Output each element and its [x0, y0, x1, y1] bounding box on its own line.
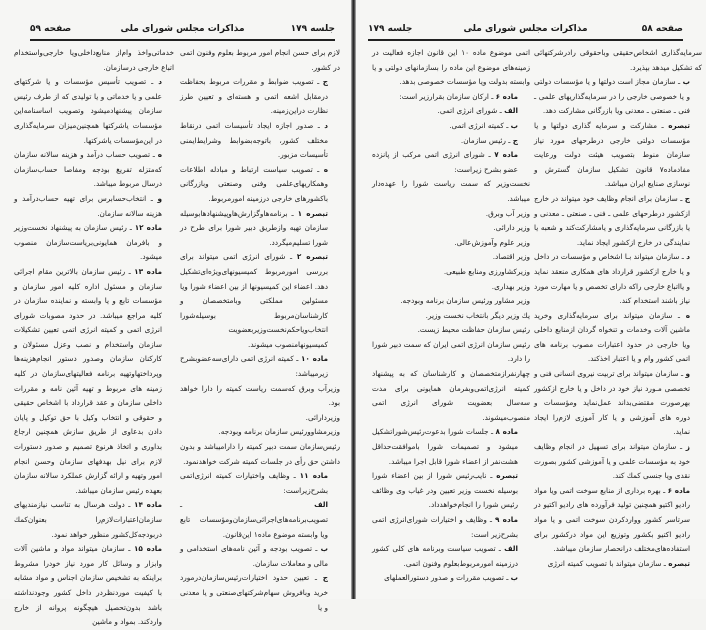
paragraph [534, 367, 702, 440]
text-column-left [14, 46, 174, 630]
article-label: د [324, 120, 328, 130]
article-label: ه [157, 150, 162, 160]
paragraph [372, 280, 530, 295]
paragraph [180, 207, 340, 251]
paragraph-text: ـ سازمان میتواند با تصویب کمیته انرژی [547, 558, 669, 568]
paragraph-text: وزیر علوم وآموزش‌عالی. [454, 237, 530, 247]
paragraph [534, 46, 702, 75]
article-label: ماده ۸ [495, 427, 518, 437]
paragraph [372, 309, 530, 324]
paragraph-text: وزیرمشاوورئیس سازمان برنامه وبودجه. [218, 427, 340, 437]
paragraph-text: وزیر دارائی. [493, 223, 530, 233]
article-label: ج [322, 573, 328, 583]
paragraph-text: ـ سازمان میتواند برای سرمایه‌گذاری وخرید ماشین آلات وخدمات و تنخواه گردان ازمنابع داخلی ویا خارجی در حدود اعتبارات مصوب برنامه های اتمی کشور وام‌ و یا اعتبار اخذکند. [534, 310, 690, 364]
article-label: ب [510, 573, 518, 583]
text-column-right [534, 46, 702, 571]
paragraph [14, 221, 174, 265]
paragraph [180, 352, 340, 381]
page-number: صفحه ۵۸ [641, 24, 683, 34]
article-label: ماده ۱۴ [133, 500, 162, 510]
paragraph [14, 192, 174, 221]
article-label: تبصره ۲ [296, 252, 328, 262]
paragraph-text: ـ سازمان مجاز است دولتها و یا مؤسسات دولتی و یا خصوصی خارجی را در سرمایه‌گذاریهای علمی ـ فنی ـ صنعتی ـ معدنی ویا بازرگانی مشارکت دهد. [534, 77, 690, 116]
paragraph [180, 440, 340, 469]
paragraph-text: وزیر آب وبرق. [485, 208, 530, 218]
paragraph-text: سرمایه‌گذاری اشخاص‌حقیقی وباحقوقی رادرشرکتهائی که تشکیل میدهد بپذیرد. [534, 48, 702, 72]
article-label: ج [322, 77, 328, 87]
paragraph [372, 221, 530, 236]
paragraph-text: ـ سازمان برای انجام وظایف خود میتواند در خارج ازکشور درطرحهای علمی ـ فنی ـ صنعتی ـ معدنی و یا بازرگانی سرمایه‌گذاری و یامشارکت‌کند و شعبه یا نمایندگی در خارج ازکشور ایجاد نماید. [534, 193, 690, 247]
paragraph-text: ـ بهره برداری از منابع سوخت اتمی ویا مواد رادیو اکتیو همچنین تولید فرآورده های رادیو اکتیو در سرتاسر کشور وواردکردن سوخت اتمی و یا مواد رادیو اکتیو بکشور وتوزیع این مواد درکشور برای استفاده‌های‌مختلف درانحصار سازمان میباشد. [534, 485, 690, 554]
paragraph-text: ـ تصویب سیاست ارتباط و مبادله اطلاعات وهمکاریهای‌علمی وفنی وصنعتی وبازرگانی باکشورهای خارجی درزمینه امورمربوط. [180, 164, 328, 203]
article-label: تبصره [496, 471, 518, 481]
header-rule [30, 39, 335, 41]
paragraph-text: ـ تصویب بودجه و آئین نامه‌های استخدامی و مالی و معاملات سازمان. [180, 544, 328, 568]
text-column-left [372, 46, 530, 586]
paragraph-text: ـ تصویب حساب درآمد و هزینه سالانه سازمان که‌متزله تفریغ بودجه ومفاصا حساب‌سازمان درسال مربوط میباشد. [14, 150, 162, 189]
paragraph-text: ـ تصویب تأسیس مؤسسات و یا شرکتهای علمی و یا خدماتی و یا تولیدی که از طرف رئیس سازمان پیشنهادمیشود وتصویب اساسنامه‌این مؤسسات یاشرکتها همچنین‌میزان سرمایه‌گذاری در این‌مؤسسات یاشرکتها. [14, 77, 162, 145]
paragraph-text: ـ رئیس سازمان. [460, 135, 513, 145]
article-label: و [685, 369, 690, 379]
paragraph-text: ـ شورای انرژی اتمی مرکب از پانزده عضو بشرح زیراست: [372, 150, 518, 174]
page-header [30, 24, 335, 40]
running-title: مذاکرات مجلس شورای ملی [463, 24, 588, 34]
article-label: الف [504, 106, 518, 116]
paragraph [180, 469, 340, 498]
paragraph [180, 425, 340, 440]
paragraph [372, 323, 530, 338]
paragraph-text: اتمی موضوع ماده ۱۰ این قانون اجازه فعالیت در زمینه‌های موضوع این ماده را بسازمانهای دولتی و یا وابسته بدولت ویا مؤسسات خصوصی بدهد. [372, 48, 530, 87]
paragraph [372, 177, 530, 206]
paragraph-text: ـ مشارکت و سرمایه گذاری دولتها و یا مؤسسات دولتی خارجی درطرحهای مورد نیاز سازمان منوط بتصویب هیئت دولت ورعایت مفادماده۷ قانون تشکیل سازمان گسترش و نوسازی صنایع ایران میباشد. [534, 120, 690, 189]
right-page [356, 0, 706, 599]
header-rule [368, 39, 683, 41]
paragraph [372, 265, 530, 280]
paragraph-text: نخست‌وزیر که سمت ریاست شورا را عهده‌دار میباشد. [372, 179, 530, 203]
paragraph [534, 557, 702, 572]
paragraph [180, 46, 340, 75]
paragraph-text: ـ وظایف واختیارات کمیته انرژی‌اتمی بشرح‌زیراست: [180, 471, 328, 495]
article-label: ه [685, 310, 690, 320]
running-title: مذاکرات مجلس شورای ملی [120, 24, 245, 34]
paragraph [372, 513, 530, 542]
paragraph-text: لازم برای حسن انجام امور مربوط بعلوم وفنون اتمی در کشور. [180, 48, 340, 72]
paragraph [180, 163, 340, 207]
paragraph [180, 250, 340, 352]
article-label: ماده ۱۰ [300, 354, 328, 364]
article-label: ج [512, 135, 518, 145]
paragraph [534, 192, 702, 250]
paragraph-text: ـ تصویب مقررات و صدور دستورالعملهای [384, 573, 511, 583]
article-label: تبصره [668, 120, 690, 130]
paragraph [180, 498, 340, 542]
paragraph-text: ـ تصویب ضوابط و مقررات مربوط بحفاظت درمقابل اشعه اتمی و هسته‌ای و تعیین طرز نظارت دراین‌زمینه. [180, 77, 328, 116]
paragraph-text: خدماتی‌واخذ وام‌از منابع‌داخلی‌ویا خارجی‌واستخدام اتباع خارجی درسازمان. [14, 48, 174, 72]
article-label: ماده ۱۱ [299, 471, 329, 481]
paragraph-text: ـ تعیین حدود اختیارات‌رئیس‌سازمان‌درمورد خرید وبافروش سهام‌شرکتهای‌صنعتی و یا معدنی و یا [180, 573, 328, 612]
article-label: ماده ۹ [495, 515, 518, 524]
article-label: تبصره ۱ [297, 208, 328, 218]
paragraph [372, 104, 530, 119]
article-label: ماده ۶ [495, 91, 518, 101]
paragraph [372, 367, 530, 425]
article-label: ماده ۱۲ [134, 223, 162, 233]
paragraph-text: ـ جلسات شورا بدعوت‌رئیس‌شوراتشکیل میشود و تصمیمات شورا باموافقت‌حداقل هشت‌نفر از اعضاء شورا قابل اجرا میباشد. [372, 427, 518, 466]
paragraph [534, 119, 702, 192]
paragraph-text: ـ نایب‌رئیس شورا از بین اعضاء شورا بوسیله نخست وزیر تعیین ودر غیاب وی وظائف رئیس شورا را انجام‌خواهدداد. [372, 471, 518, 510]
article-label: ب [510, 120, 518, 130]
paragraph-text: وزیر مشاور ورئیس سازمان برنامه وبودجه. [400, 296, 530, 306]
paragraph-text: ـ کمیته انرژی اتمی. [449, 120, 511, 130]
paragraph-text: ـ انتخاب‌حسابرس برای تهیه حساب‌درآمد و هزینه سالانه سازمان. [14, 193, 162, 218]
paragraph [372, 207, 530, 222]
paragraph [372, 425, 530, 469]
paragraph-text: ـ ارکان سازمان بقرارزیر است: [399, 91, 496, 101]
paragraph-text: ـ تصویب‌برنامه‌های‌اجرائی‌سازمان‌ومؤسسات تابع ویا وابسته موضوع ماده۱ این‌قانون. [180, 500, 328, 539]
paragraph [372, 542, 530, 571]
paragraph-text: ـ برنامه‌هاوگزارش‌هاوپیشنهادهابوسیله سازمان تهیه وازطریق دبیر شورا برای طرح در شورا تسلیم‌میگردد. [180, 208, 328, 247]
paragraph [372, 90, 530, 105]
paragraph [372, 571, 530, 586]
article-label: ماده ۱۵ [133, 544, 162, 554]
paragraph [14, 148, 174, 192]
paragraph-text: رئیس سازمان حفاظت محیط زیست. [417, 325, 530, 335]
article-label: و [157, 193, 162, 203]
session-label: جلسه ۱۷۹ [368, 24, 413, 34]
paragraph-text: ـ کمیته انرژی اتمی دارای‌سه‌عضوبشرح زیرمیباشد: [180, 354, 328, 379]
paragraph [372, 469, 530, 513]
article-label: ب [320, 544, 328, 554]
paragraph [534, 440, 702, 484]
paragraph [180, 119, 340, 163]
paragraph-text: ـ رئیس سازمان بالاترین مقام اجرائی سازمان و مسئول اداره کلیه امور سازمان و مؤسسات تابع و یا وابسته و نماینده سازمان در کلیه مراجع میباشد. در حدود مصوبات شورای انرژی اتمی و کمیته انرژی اتمی تعیین تشکیلات سازمان واستخدام و نصب وعزل مسئولان و کارکنان سازمان وصدور دستور انجام‌هزینه‌ها وپرداختهاوتهیه برنامه فعالیتهای‌سازمان در کلیه زمینه های مربوط و تهیه آئین نامه و مقررات داخلی سازمان و عقد قرارداد با اشخاص حقیقی و حقوقی و انتخاب وکیل با حق توکیل و پایان دادن بدعاوی از طریق سازش همچنین ارجاع بداوری و اتخاذ هرنوع تصمیم و صدور دستورات لازم برای نیل بهدفهای سازمان وحسن انجام امور وتهیه و ارائه گزارش عملکرد سالانه سازمان بعهده رئیس سازمان میباشد. [14, 266, 162, 495]
paragraph [14, 265, 174, 499]
paragraph-text: ـ سازمان میتواند برای تربیت نیروی انسانی فنی و تخصصی مـورد نیاز خود در داخل و یا خارج ازکشور بهرصورت مقتضی‌بداند عمل‌نماید ومؤسسات و دوره های آموزشی و یا کار آموزی لازم‌را ایجاد نماید. [534, 369, 690, 437]
paragraph [534, 484, 702, 557]
paragraph [180, 382, 340, 411]
paragraph-text: رئیس سازمان انرژی اتمی ایران که سمت دبیر شورا را دارد. [372, 339, 530, 364]
article-label: د [686, 252, 690, 262]
paragraph [180, 75, 340, 119]
paragraph-text: وزیر بهداری. [491, 281, 530, 291]
paragraph [180, 542, 340, 571]
paragraph-text: ـ دولت هرسال به تناسب نیازمندیهای سازمان‌اعتبارات‌لازم‌را بعنوان‌کمك دربودجه‌کل‌کشور منظور خواهد نمود. [14, 500, 162, 539]
paragraph [372, 148, 530, 177]
paragraph [372, 236, 530, 251]
session-label: جلسه ۱۷۹ [290, 24, 335, 34]
article-label: الف [314, 500, 328, 510]
paragraph-text: وزیر اقتصاد. [492, 252, 530, 262]
article-label: ب [682, 77, 690, 87]
article-label: ج [684, 193, 690, 203]
paragraph [14, 75, 174, 148]
paragraph [372, 119, 530, 134]
paragraph [180, 411, 340, 426]
article-label: ه [323, 164, 328, 174]
paragraph-text: ـ وظایف و اختیارات شورای‌انرژی اتمی بشرح‌زیر است: [372, 515, 518, 539]
article-label: ز [685, 442, 690, 452]
article-label: تبصره [668, 558, 690, 568]
paragraph [534, 75, 702, 119]
paragraph [372, 134, 530, 149]
paragraph-text: ـ تصویب سیاست وبرنامه های کلی کشور درزمینه امورمربوط‌بعلوم وفنون اتمی. [372, 544, 518, 568]
article-label: ماده ۷ [494, 150, 518, 160]
paragraph [14, 498, 174, 542]
text-column-right [180, 46, 340, 615]
page-header [368, 24, 683, 40]
paragraph-text: ـ سازمان میتواند بـا اشخاص و مؤسسات در داخل و یا خارج ازکشور قرارداد های همکاری منعقد نماید و یااتباع خارجی راکه دارای تخصص و یا مهارت مورد نیاز باشند استخدام کند. [534, 252, 690, 306]
article-label: ماده ۶ [667, 485, 690, 495]
paragraph-text: وزیرآب وبرق که‌سمت ریاست کمیته را دارا خواهد بود. [180, 383, 340, 408]
paragraph-text: رئیس‌سازمان سمت دبیر کمیته را دارامیباشد و بدون داشتن حق رأی در جلسات کمیته شرکت خواهدنمود. [180, 442, 340, 466]
paragraph-text: ـ صدور اجازه ایجاد تأسیسات اتمی درنقاط مختلف کشور، باتوجه‌بضوابط وشرایط‌ایمنی تأسیسات مزبور. [180, 120, 328, 160]
paragraph-text: ـ شورای انرژی اتمی. [437, 106, 505, 116]
article-label: د [158, 77, 162, 87]
paragraph [14, 46, 174, 75]
paragraph-text: وزیرکشاورزی ومنابع طبیعی. [443, 266, 530, 276]
left-page [0, 0, 352, 627]
page-number: صفحه ۵۹ [30, 24, 72, 34]
paragraph-text: وزیردارائی. [305, 412, 340, 422]
paragraph-text: ـ سازمان میتواند مواد و ماشین آلات وابزار و وسائل کار مورد نیاز خودرا مشروط براینکه به تشخیص سازمان اجناس و مواد مشابه با کیفیت موردنظردر داخل کشور وجودنداشته باشد بدون‌تحصیل هیچگونه پروانه از خارج واردکند. بمواد و ماشین [14, 544, 162, 627]
paragraph [14, 542, 174, 630]
paragraph [372, 250, 530, 265]
paragraph-text: ـ سازمان میتواند برای تسهیل در انجام وظایف خود به مؤسسات علمی و یا آموزشی کشور بصورت نقدی ویا جنسی کمك کند. [534, 442, 690, 481]
paragraph [372, 294, 530, 309]
paragraph [534, 250, 702, 308]
article-label: الف [504, 544, 518, 554]
paragraph [372, 338, 530, 367]
paragraph-text: ـ رئیس سازمان به پیشنهاد نخست‌وزیر و بافرمان همایونی‌بریاست‌سازمان منصوب میشود. [14, 223, 162, 262]
paragraph-text: یك وزیر دیگر بانتخاب نخست وزیر. [425, 310, 530, 320]
paragraph [180, 571, 340, 615]
paragraph-text: چهارنفرازمتخصصان و کارشناسان که به پیشنهاد کمیته انرژی‌اتمی‌وبفرمان همایونی برای مدت سه‌سال بعضویت شورای انرژی اتمی منصوب‌میشوند. [372, 369, 530, 422]
article-label: ماده ۱۳ [134, 266, 162, 276]
paragraph-text: ـ شورای انرژی اتمی میتواند برای بررسی امورمربوط کمیسیونهای‌ویژه‌ای‌تشکیل دهد. اعضاء این کمیسیونها از بین اعضاء شورا ویا مسئولین مملکتی وبامتخصصان و کارشناسان‌مربوط بوسیله‌شورا انتخاب‌ویاحکم‌نخست‌وزیربعضویت کمیسیونهامنصوب میشوند. [180, 252, 328, 349]
paragraph [372, 46, 530, 90]
paragraph [534, 309, 702, 367]
